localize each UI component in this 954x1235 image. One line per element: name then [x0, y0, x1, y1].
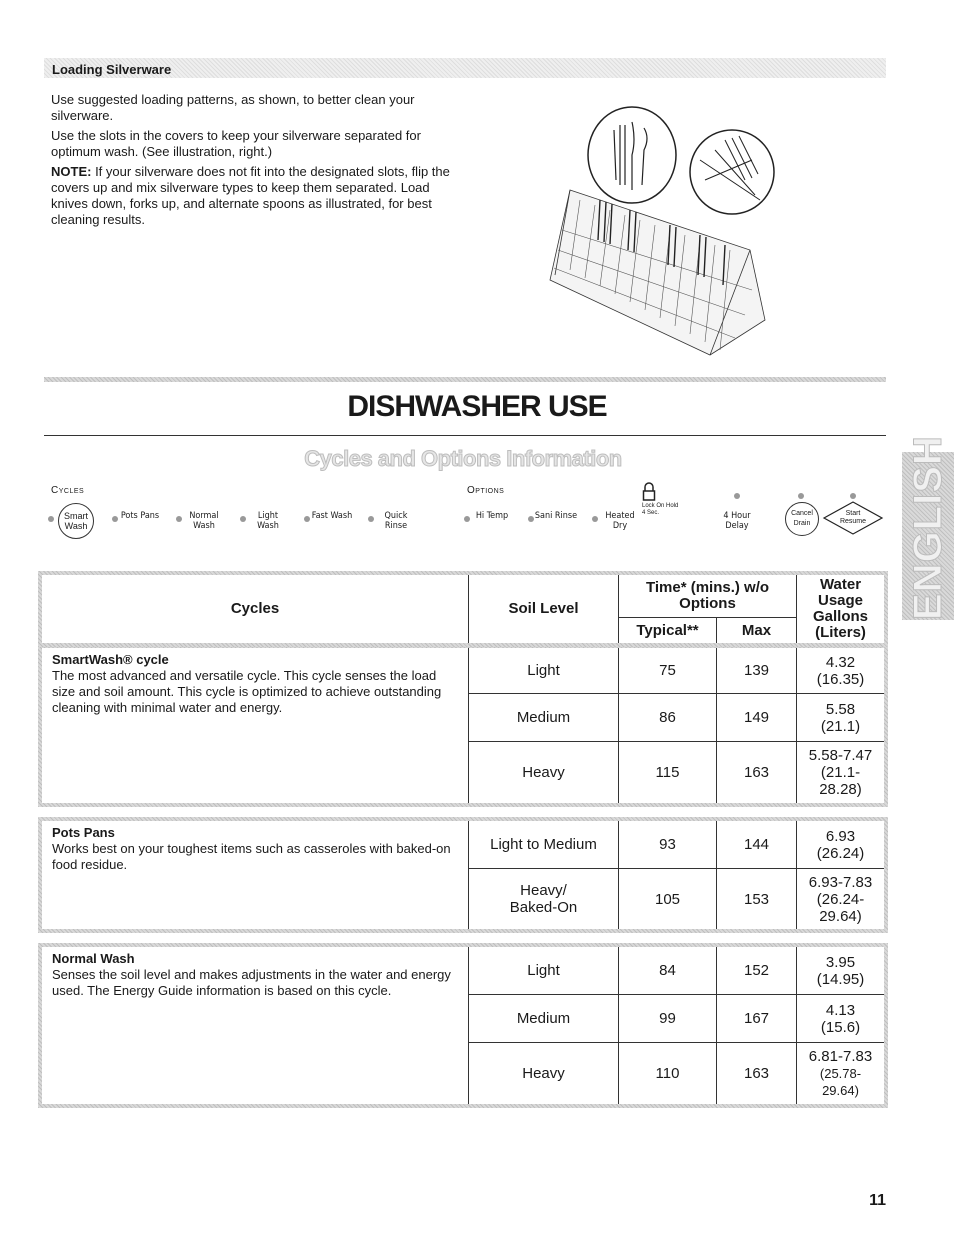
typical-cell: 84: [619, 947, 716, 994]
typical-cell: 86: [619, 694, 716, 741]
cycle-description-text: Senses the soil level and makes adjustments in the water and energy used. The Energy Guide information is based on this cycle.: [52, 967, 451, 998]
quick-rinse-button[interactable]: Quick Rinse: [384, 511, 408, 531]
header-time: Time* (mins.) w/o Options: [619, 575, 796, 617]
water-liters: (26.24-: [816, 890, 865, 908]
water-cell: [797, 995, 884, 1042]
max-cell: 139: [717, 648, 796, 693]
note-label: NOTE:: [51, 164, 92, 179]
divider: [716, 648, 717, 803]
paragraph-slots: Use the slots in the covers to keep your silverware separated for optimum wash. (See illustration, right.): [51, 128, 421, 159]
max-cell: 152: [717, 947, 796, 994]
soil-level: Heavy/: [520, 882, 567, 899]
indicator-dot: [48, 516, 54, 522]
indicator-dot: [734, 493, 740, 499]
options-heading: Options: [467, 485, 505, 496]
water-gallons: 4.32: [825, 653, 856, 671]
sani-rinse-button[interactable]: Sani Rinse: [534, 511, 578, 521]
soil-cell: Medium: [469, 694, 618, 741]
cycle-name: SmartWash® cycle: [52, 652, 169, 667]
cycle-description-smartwash: [42, 648, 468, 803]
water-cell: [797, 648, 884, 693]
water-cell: [797, 694, 884, 741]
water-gallons: 6.93: [825, 827, 856, 845]
water-liters: (16.35): [816, 670, 865, 688]
water-cell: [797, 947, 884, 994]
water-liters-cont: 29.64): [822, 1083, 859, 1098]
divider: [716, 821, 717, 929]
paragraph-loading-patterns: Use suggested loading patterns, as shown, to better clean your silverware.: [51, 92, 415, 123]
typical-cell: 93: [619, 821, 716, 868]
water-gallons: 6.93-7.83: [808, 873, 873, 891]
divider: [796, 947, 797, 1104]
indicator-dot: [798, 493, 804, 499]
header-max: Max: [717, 618, 796, 643]
header-water: Water Usage Gallons (Liters): [797, 575, 884, 643]
hi-temp-button[interactable]: Hi Temp: [475, 511, 509, 521]
water-cell: [797, 869, 884, 929]
note-text: If your silverware does not fit into the designated slots, flip the covers up and mix silverware types to keep them separated. Load knives down, forks up, and alternate spoons as illustrated, for best cleaning results.: [51, 164, 450, 227]
max-cell: 163: [717, 1043, 796, 1104]
cycle-description-normal-wash: [42, 947, 468, 1104]
soil-cell: Light: [469, 648, 618, 693]
max-cell: 167: [717, 995, 796, 1042]
section-title: Loading Silverware: [52, 62, 172, 77]
language-tab-label: ENGLISH: [906, 435, 950, 620]
divider: [468, 648, 469, 803]
max-cell: 163: [717, 742, 796, 803]
divider: [468, 947, 469, 1104]
typical-cell: 115: [619, 742, 716, 803]
divider: [796, 648, 797, 803]
cycle-name: Pots Pans: [52, 825, 115, 840]
cycle-description-text: The most advanced and versatile cycle. This cycle senses the load size and soil amount. This cycle is optimized to achieve outstanding cleaning with minimal water and energy.: [52, 668, 442, 715]
cycles-heading: Cycles: [51, 485, 85, 496]
max-cell: 149: [717, 694, 796, 741]
divider: [468, 1042, 884, 1043]
water-liters: (15.6): [820, 1018, 861, 1036]
lock-icon: [642, 482, 656, 502]
water-liters-cont: 29.64): [819, 907, 862, 925]
water-cell: [797, 821, 884, 868]
divider: [618, 617, 796, 618]
typical-cell: 99: [619, 995, 716, 1042]
divider: [716, 618, 717, 643]
typical-cell: 75: [619, 648, 716, 693]
divider: [468, 821, 469, 929]
cycle-description-pots-pans: [42, 821, 468, 929]
typical-cell: 105: [619, 869, 716, 929]
header-typical: Typical**: [619, 618, 716, 643]
divider: [468, 693, 884, 694]
water-liters: (25.78-: [819, 1066, 862, 1081]
fast-wash-button[interactable]: Fast Wash: [311, 511, 353, 521]
lock-label: Lock On Hold 4 Sec.: [642, 503, 679, 516]
subtitle: Cycles and Options Information: [304, 446, 622, 471]
water-gallons: 5.58: [825, 700, 856, 718]
header-cycles: Cycles: [42, 575, 468, 643]
soil-level-cont: Baked-On: [509, 899, 578, 916]
divider: [796, 821, 797, 929]
water-liters: (21.1): [820, 717, 861, 735]
water-liters: (14.95): [816, 970, 865, 988]
heated-dry-button[interactable]: Heated Dry: [605, 511, 635, 531]
soil-cell: Heavy: [469, 1043, 618, 1104]
light-wash-button[interactable]: Light Wash: [257, 511, 279, 531]
silverware-basket-illustration: [540, 100, 780, 360]
divider: [468, 868, 884, 869]
normal-wash-button[interactable]: Normal Wash: [189, 511, 219, 531]
cycle-name: Normal Wash: [52, 951, 135, 966]
typical-cell: 110: [619, 1043, 716, 1104]
divider: [468, 575, 469, 643]
page-title: DISHWASHER USE: [347, 390, 607, 423]
pots-pans-button[interactable]: Pots Pans: [120, 511, 160, 521]
soil-cell: [469, 869, 618, 929]
divider: [716, 947, 717, 1104]
max-cell: 144: [717, 821, 796, 868]
water-gallons: 5.58-7.47: [808, 747, 873, 764]
title-rule-top: [44, 377, 886, 382]
water-liters-cont: 28.28): [819, 781, 862, 798]
soil-cell: Light: [469, 947, 618, 994]
water-cell: [797, 742, 884, 803]
cycle-description-text: Works best on your toughest items such as casseroles with baked-on food residue.: [52, 841, 451, 872]
divider: [618, 821, 619, 929]
divider: [796, 575, 797, 643]
divider: [618, 575, 619, 643]
indicator-dot: [850, 493, 856, 499]
divider: [618, 648, 619, 803]
water-gallons: 4.13: [825, 1001, 856, 1019]
water-cell: [797, 1043, 884, 1104]
divider: [618, 947, 619, 1104]
water-liters: (21.1-: [820, 764, 861, 781]
title-rule-bottom: [44, 435, 886, 436]
max-cell: 153: [717, 869, 796, 929]
smart-wash-button[interactable]: Smart Wash: [58, 503, 94, 539]
soil-cell: Light to Medium: [469, 821, 618, 868]
water-gallons: 3.95: [825, 953, 856, 971]
cancel-drain-button[interactable]: Cancel Drain: [785, 502, 819, 536]
start-resume-label: Start Resume: [839, 510, 867, 525]
water-liters: (26.24): [816, 844, 865, 862]
page-number: 11: [869, 1192, 886, 1209]
divider: [468, 994, 884, 995]
soil-cell: Heavy: [469, 742, 618, 803]
water-gallons: 6.81-7.83: [808, 1048, 873, 1065]
soil-cell: Medium: [469, 995, 618, 1042]
divider: [468, 741, 884, 742]
header-soil-level: Soil Level: [469, 575, 618, 643]
delay-button[interactable]: 4 Hour Delay: [723, 511, 751, 531]
paragraph-note: [51, 164, 461, 228]
